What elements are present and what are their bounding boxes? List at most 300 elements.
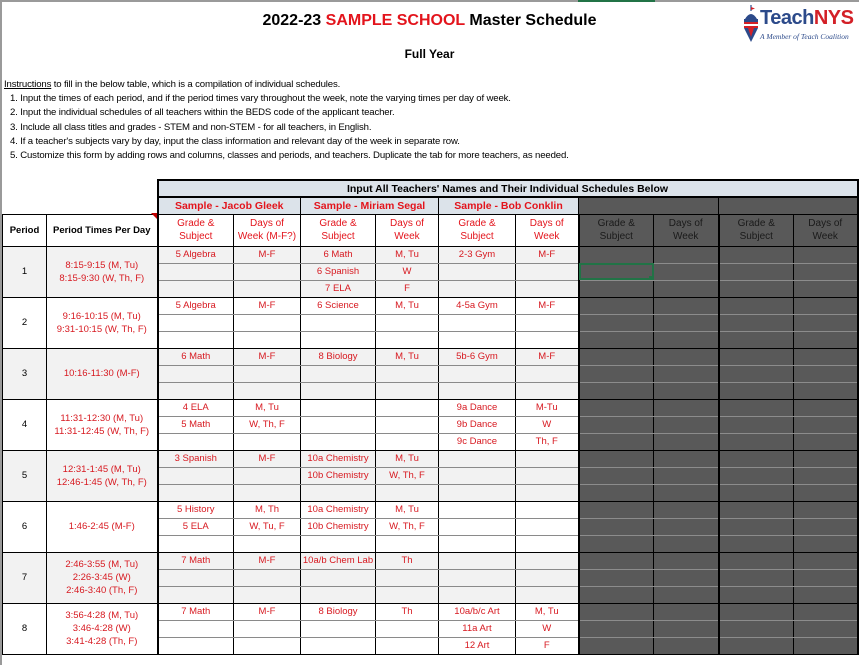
grade-subject-cell[interactable]: 6 Science: [301, 297, 376, 314]
grade-subject-cell[interactable]: [579, 501, 654, 518]
days-of-week-cell[interactable]: [234, 484, 301, 501]
days-of-week-cell[interactable]: Th: [376, 603, 439, 620]
days-of-week-cell[interactable]: W, Tu, F: [234, 518, 301, 535]
title-school-name: SAMPLE SCHOOL: [325, 12, 465, 29]
days-of-week-cell[interactable]: [234, 569, 301, 586]
grade-subject-cell[interactable]: [719, 501, 794, 518]
grade-subject-cell[interactable]: [301, 620, 376, 637]
days-of-week-cell[interactable]: [516, 535, 579, 552]
days-of-week-cell[interactable]: M-Tu: [516, 399, 579, 416]
grade-subject-cell[interactable]: 5 History: [158, 501, 234, 518]
days-of-week-cell[interactable]: [654, 450, 719, 467]
days-of-week-cell[interactable]: [376, 535, 439, 552]
days-of-week-cell[interactable]: [654, 518, 719, 535]
logo-teach: Teach: [760, 7, 814, 29]
grade-subject-cell[interactable]: [579, 297, 654, 314]
days-of-week-cell[interactable]: [654, 535, 719, 552]
days-of-week-cell[interactable]: [794, 535, 858, 552]
days-of-week-cell[interactable]: M, Tu: [376, 297, 439, 314]
period-number-cell[interactable]: 7: [3, 552, 47, 603]
days-of-week-cell[interactable]: [234, 365, 301, 382]
days-of-week-header: [654, 214, 719, 246]
teacher-name-cell[interactable]: Sample - Miriam Segal: [301, 197, 439, 214]
grade-subject-cell[interactable]: [301, 331, 376, 348]
period-times-cell[interactable]: [47, 297, 158, 348]
grade-subject-cell[interactable]: 5 Algebra: [158, 297, 234, 314]
period-times-cell[interactable]: [47, 348, 158, 399]
days-of-week-cell[interactable]: [516, 586, 579, 603]
days-of-week-cell[interactable]: [794, 603, 858, 620]
grade-subject-cell[interactable]: [719, 620, 794, 637]
days-of-week-cell[interactable]: [516, 518, 579, 535]
days-of-week-cell[interactable]: Th: [376, 552, 439, 569]
days-of-week-cell[interactable]: [234, 314, 301, 331]
grade-subject-cell[interactable]: [579, 331, 654, 348]
grade-subject-cell[interactable]: [439, 467, 516, 484]
grade-subject-cell[interactable]: [439, 586, 516, 603]
days-of-week-cell[interactable]: [794, 467, 858, 484]
days-of-week-cell[interactable]: [794, 263, 858, 280]
grade-subject-cell[interactable]: [719, 586, 794, 603]
days-of-week-cell[interactable]: [794, 348, 858, 365]
days-of-week-cell[interactable]: M, Tu: [516, 603, 579, 620]
grade-subject-cell[interactable]: [579, 365, 654, 382]
grade-subject-cell[interactable]: [439, 280, 516, 297]
grade-subject-cell[interactable]: [719, 518, 794, 535]
grade-subject-cell[interactable]: [579, 382, 654, 399]
days-of-week-cell[interactable]: [794, 620, 858, 637]
days-of-week-cell[interactable]: [654, 348, 719, 365]
comment-indicator-icon[interactable]: [151, 213, 157, 219]
selected-cell[interactable]: [579, 263, 654, 280]
grade-subject-cell[interactable]: [301, 433, 376, 450]
days-of-week-cell[interactable]: F: [516, 637, 579, 654]
grade-subject-cell[interactable]: [158, 433, 234, 450]
grade-subject-header: [719, 214, 794, 246]
days-of-week-cell[interactable]: M, Tu: [234, 399, 301, 416]
days-of-week-cell[interactable]: [234, 263, 301, 280]
days-of-week-cell[interactable]: M, Tu: [376, 246, 439, 263]
grade-subject-cell[interactable]: 5b-6 Gym: [439, 348, 516, 365]
grade-subject-cell[interactable]: [158, 280, 234, 297]
grade-subject-cell[interactable]: [158, 569, 234, 586]
days-of-week-cell[interactable]: [376, 637, 439, 654]
days-of-week-cell[interactable]: [654, 467, 719, 484]
days-of-week-cell[interactable]: [376, 416, 439, 433]
grade-subject-cell[interactable]: [579, 450, 654, 467]
header-text: Grade & Subject: [458, 218, 496, 242]
grade-subject-cell[interactable]: 2-3 Gym: [439, 246, 516, 263]
days-of-week-cell[interactable]: [654, 331, 719, 348]
days-of-week-cell[interactable]: [654, 246, 719, 263]
grade-subject-cell[interactable]: [439, 450, 516, 467]
page-subtitle: Full Year: [404, 47, 455, 61]
days-of-week-cell[interactable]: [234, 535, 301, 552]
grade-subject-cell[interactable]: [719, 246, 794, 263]
days-of-week-cell[interactable]: [234, 586, 301, 603]
days-of-week-cell[interactable]: [516, 382, 579, 399]
grade-subject-cell[interactable]: [579, 246, 654, 263]
days-of-week-cell[interactable]: [516, 314, 579, 331]
grade-subject-cell[interactable]: 6 Spanish: [301, 263, 376, 280]
days-of-week-cell[interactable]: [516, 552, 579, 569]
days-of-week-cell[interactable]: W: [516, 620, 579, 637]
grade-subject-cell[interactable]: 12 Art: [439, 637, 516, 654]
days-of-week-cell[interactable]: M, Tu: [376, 450, 439, 467]
grade-subject-cell[interactable]: [439, 484, 516, 501]
header-text: Days of Week (M-F?): [237, 218, 297, 242]
days-of-week-cell[interactable]: [654, 501, 719, 518]
days-of-week-cell[interactable]: [234, 433, 301, 450]
period-number-cell[interactable]: 2: [3, 297, 47, 348]
days-of-week-cell[interactable]: [516, 450, 579, 467]
days-of-week-cell[interactable]: [654, 280, 719, 297]
instructions-heading: [4, 78, 569, 92]
days-of-week-cell[interactable]: [654, 433, 719, 450]
grade-subject-cell[interactable]: 10a/b/c Art: [439, 603, 516, 620]
grade-subject-cell[interactable]: [719, 280, 794, 297]
days-of-week-cell[interactable]: [794, 382, 858, 399]
days-of-week-cell[interactable]: [654, 620, 719, 637]
period-times-column-header: Period Times Per Day: [47, 214, 158, 246]
days-of-week-cell[interactable]: M-F: [234, 297, 301, 314]
grade-subject-cell[interactable]: [579, 280, 654, 297]
grade-subject-cell[interactable]: 11a Art: [439, 620, 516, 637]
days-of-week-cell[interactable]: F: [376, 280, 439, 297]
grade-subject-cell[interactable]: 4-5a Gym: [439, 297, 516, 314]
days-of-week-cell[interactable]: [794, 365, 858, 382]
grade-subject-cell[interactable]: 10b Chemistry: [301, 518, 376, 535]
grade-subject-cell[interactable]: [719, 399, 794, 416]
period-number-cell[interactable]: 3: [3, 348, 47, 399]
grade-subject-cell[interactable]: 7 Math: [158, 552, 234, 569]
grade-subject-cell[interactable]: [719, 552, 794, 569]
grade-subject-cell[interactable]: [158, 535, 234, 552]
instruction-item: 3. Include all class titles and grades - STEM and non-STEM - for all teachers, in English.: [10, 121, 372, 133]
days-of-week-cell[interactable]: [654, 603, 719, 620]
days-of-week-cell[interactable]: [234, 331, 301, 348]
grade-subject-cell[interactable]: [158, 637, 234, 654]
grade-subject-cell[interactable]: 9a Dance: [439, 399, 516, 416]
days-of-week-cell[interactable]: M-F: [516, 297, 579, 314]
period-number-cell[interactable]: 1: [3, 246, 47, 297]
days-of-week-cell[interactable]: W: [516, 416, 579, 433]
grade-subject-cell[interactable]: 7 Math: [158, 603, 234, 620]
grade-subject-cell[interactable]: [579, 314, 654, 331]
period-time-line: 2:46-3:40 (Th, F): [66, 585, 138, 596]
grade-subject-cell[interactable]: [719, 467, 794, 484]
days-of-week-cell[interactable]: [794, 331, 858, 348]
period-times-cell[interactable]: [47, 450, 158, 501]
days-of-week-header: [794, 214, 858, 246]
grade-subject-cell[interactable]: [579, 518, 654, 535]
days-of-week-cell[interactable]: [654, 263, 719, 280]
schedule-row: [3, 450, 858, 467]
days-of-week-cell[interactable]: [794, 569, 858, 586]
days-of-week-cell[interactable]: [516, 467, 579, 484]
days-of-week-cell[interactable]: Th, F: [516, 433, 579, 450]
days-of-week-cell[interactable]: W, Th, F: [376, 518, 439, 535]
grade-subject-cell[interactable]: [579, 467, 654, 484]
grade-subject-cell[interactable]: 8 Biology: [301, 348, 376, 365]
days-of-week-cell[interactable]: [794, 637, 858, 654]
header-text: Days of Week: [390, 218, 424, 242]
days-of-week-cell[interactable]: W, Th, F: [234, 416, 301, 433]
grade-subject-cell[interactable]: [579, 416, 654, 433]
grade-subject-cell[interactable]: [301, 535, 376, 552]
grade-subject-cell[interactable]: 9c Dance: [439, 433, 516, 450]
grade-subject-cell[interactable]: 9b Dance: [439, 416, 516, 433]
grade-subject-cell[interactable]: [719, 348, 794, 365]
grade-subject-cell[interactable]: [158, 484, 234, 501]
period-times-cell[interactable]: [47, 501, 158, 552]
grade-subject-cell[interactable]: [719, 365, 794, 382]
schedule-row: [3, 552, 858, 569]
grade-subject-cell[interactable]: 10b Chemistry: [301, 467, 376, 484]
days-of-week-cell[interactable]: [654, 297, 719, 314]
grade-subject-cell[interactable]: [439, 331, 516, 348]
days-of-week-cell[interactable]: M-F: [234, 552, 301, 569]
days-of-week-cell[interactable]: [234, 382, 301, 399]
days-of-week-cell[interactable]: M-F: [234, 348, 301, 365]
days-of-week-cell[interactable]: [516, 484, 579, 501]
grade-subject-cell[interactable]: [301, 484, 376, 501]
grade-subject-cell[interactable]: [158, 467, 234, 484]
instruction-item: 5. Customize this form by adding rows and columns, classes and periods, and teachers. Duplicate the tab for more teachers, as needed.: [10, 150, 569, 162]
days-of-week-cell[interactable]: [654, 637, 719, 654]
instructions: [4, 78, 569, 163]
grade-subject-cell[interactable]: [579, 552, 654, 569]
grade-subject-cell[interactable]: [439, 501, 516, 518]
days-of-week-cell[interactable]: M, Tu: [376, 348, 439, 365]
grade-subject-cell[interactable]: [301, 586, 376, 603]
days-of-week-cell[interactable]: [376, 399, 439, 416]
grade-subject-header: [301, 214, 376, 246]
blank-corner: [3, 180, 158, 214]
days-of-week-cell[interactable]: [376, 620, 439, 637]
grade-subject-cell[interactable]: [158, 331, 234, 348]
grade-subject-cell[interactable]: [158, 365, 234, 382]
period-number-cell[interactable]: 5: [3, 450, 47, 501]
period-times-cell[interactable]: [47, 399, 158, 450]
period-number-cell[interactable]: 8: [3, 603, 47, 654]
days-of-week-cell[interactable]: [794, 416, 858, 433]
days-of-week-cell[interactable]: [654, 569, 719, 586]
grade-subject-cell[interactable]: [719, 569, 794, 586]
days-of-week-cell[interactable]: M-F: [234, 246, 301, 263]
days-of-week-cell[interactable]: [376, 331, 439, 348]
grade-subject-cell[interactable]: [439, 518, 516, 535]
title-year: 2022-23: [262, 12, 326, 29]
page-title: [0, 12, 859, 30]
days-of-week-cell[interactable]: [376, 382, 439, 399]
days-of-week-cell[interactable]: [654, 416, 719, 433]
grade-subject-cell[interactable]: 4 ELA: [158, 399, 234, 416]
period-number-cell[interactable]: 4: [3, 399, 47, 450]
grade-subject-cell[interactable]: [158, 263, 234, 280]
days-of-week-cell[interactable]: [794, 399, 858, 416]
teacher-name-cell[interactable]: [719, 197, 858, 214]
days-of-week-cell[interactable]: [794, 484, 858, 501]
days-of-week-cell[interactable]: [516, 569, 579, 586]
instruction-item: 1. Input the times of each period, and if the period times vary throughout the week, note the varying times per day of week.: [10, 93, 511, 105]
grade-subject-cell[interactable]: [579, 399, 654, 416]
days-of-week-cell[interactable]: [794, 450, 858, 467]
grade-subject-cell[interactable]: [158, 620, 234, 637]
grade-subject-cell[interactable]: 5 ELA: [158, 518, 234, 535]
grade-subject-cell[interactable]: [158, 586, 234, 603]
grade-subject-cell[interactable]: [579, 484, 654, 501]
grade-subject-cell[interactable]: [719, 637, 794, 654]
days-of-week-cell[interactable]: M-F: [234, 450, 301, 467]
grade-subject-cell[interactable]: 10a/b Chem Lab: [301, 552, 376, 569]
period-number-cell[interactable]: 6: [3, 501, 47, 552]
grade-subject-cell[interactable]: 10a Chemistry: [301, 450, 376, 467]
grade-subject-cell[interactable]: [439, 314, 516, 331]
days-of-week-cell[interactable]: [794, 552, 858, 569]
grade-subject-cell[interactable]: [579, 620, 654, 637]
grade-subject-cell[interactable]: 7 ELA: [301, 280, 376, 297]
days-of-week-cell[interactable]: [654, 382, 719, 399]
days-of-week-cell[interactable]: [234, 467, 301, 484]
days-of-week-cell[interactable]: [794, 501, 858, 518]
grade-subject-cell[interactable]: [719, 450, 794, 467]
grade-subject-cell[interactable]: [719, 416, 794, 433]
grade-subject-cell[interactable]: [579, 348, 654, 365]
days-of-week-cell[interactable]: [794, 280, 858, 297]
days-of-week-cell[interactable]: [516, 280, 579, 297]
grade-subject-cell[interactable]: [301, 314, 376, 331]
days-of-week-cell[interactable]: [794, 314, 858, 331]
days-of-week-cell[interactable]: [654, 365, 719, 382]
days-of-week-cell[interactable]: M-F: [516, 348, 579, 365]
instructions-lead-rest: to fill in the below table, which is a compilation of individual schedules.: [51, 79, 341, 90]
period-time-line: 2:46-3:55 (M, Tu): [65, 559, 139, 570]
days-of-week-cell[interactable]: [376, 569, 439, 586]
days-of-week-cell[interactable]: [234, 280, 301, 297]
period-times-cell[interactable]: [47, 246, 158, 297]
grade-subject-cell[interactable]: [579, 433, 654, 450]
grade-subject-cell[interactable]: [719, 314, 794, 331]
grade-subject-cell[interactable]: [719, 331, 794, 348]
period-time-line: 11:31-12:30 (M, Tu): [60, 412, 144, 424]
grade-subject-cell[interactable]: 5 Math: [158, 416, 234, 433]
header-text: Days of Week: [808, 218, 843, 242]
teacher-name-cell[interactable]: Sample - Bob Conklin: [439, 197, 579, 214]
days-of-week-cell[interactable]: [376, 433, 439, 450]
days-of-week-cell[interactable]: M, Tu: [376, 501, 439, 518]
grade-subject-cell[interactable]: [301, 382, 376, 399]
grade-subject-cell[interactable]: 5 Algebra: [158, 246, 234, 263]
days-of-week-cell[interactable]: [794, 246, 858, 263]
grade-subject-header: [579, 214, 654, 246]
days-of-week-cell[interactable]: [516, 365, 579, 382]
days-of-week-cell[interactable]: [376, 365, 439, 382]
days-of-week-cell[interactable]: [376, 484, 439, 501]
days-of-week-cell[interactable]: [234, 620, 301, 637]
grade-subject-cell[interactable]: 8 Biology: [301, 603, 376, 620]
grade-subject-cell[interactable]: [719, 433, 794, 450]
grade-subject-cell[interactable]: [301, 365, 376, 382]
grade-subject-cell[interactable]: 6 Math: [158, 348, 234, 365]
logo-tagline: A Member of Teach Coalition: [760, 32, 849, 41]
days-of-week-cell[interactable]: [794, 297, 858, 314]
period-time-line: 9:16-10:15 (M, Tu): [62, 310, 141, 322]
teacher-name-cell[interactable]: Sample - Jacob Gleek: [158, 197, 301, 214]
days-of-week-cell[interactable]: [654, 484, 719, 501]
days-of-week-cell[interactable]: W, Th, F: [376, 467, 439, 484]
grade-subject-cell[interactable]: [579, 535, 654, 552]
grade-subject-cell[interactable]: [579, 603, 654, 620]
grade-subject-cell[interactable]: [439, 569, 516, 586]
grade-subject-cell[interactable]: [719, 603, 794, 620]
grade-subject-cell[interactable]: [439, 365, 516, 382]
days-of-week-cell[interactable]: [516, 501, 579, 518]
days-of-week-cell[interactable]: [794, 433, 858, 450]
schedule-row: [3, 297, 858, 314]
schedule-row: [3, 246, 858, 263]
period-times-cell[interactable]: [47, 552, 158, 603]
fill-handle[interactable]: [649, 276, 654, 281]
grade-subject-cell[interactable]: [719, 297, 794, 314]
days-of-week-cell[interactable]: [654, 586, 719, 603]
instructions-lead: Instructions: [4, 79, 52, 90]
grade-subject-cell[interactable]: [719, 382, 794, 399]
days-of-week-cell[interactable]: M, Th: [234, 501, 301, 518]
grade-subject-cell[interactable]: 6 Math: [301, 246, 376, 263]
days-of-week-cell[interactable]: [516, 263, 579, 280]
days-of-week-cell[interactable]: M-F: [516, 246, 579, 263]
grade-subject-cell[interactable]: [301, 399, 376, 416]
days-of-week-cell[interactable]: M-F: [234, 603, 301, 620]
grade-subject-cell[interactable]: [719, 263, 794, 280]
grade-subject-cell[interactable]: [158, 382, 234, 399]
grade-subject-cell[interactable]: [579, 569, 654, 586]
capitol-dome-pen-icon: [742, 5, 760, 45]
grade-subject-cell[interactable]: [439, 552, 516, 569]
grade-subject-cell[interactable]: [301, 637, 376, 654]
days-of-week-cell[interactable]: [376, 314, 439, 331]
days-of-week-cell[interactable]: [654, 399, 719, 416]
grade-subject-cell[interactable]: 3 Spanish: [158, 450, 234, 467]
grade-subject-cell[interactable]: [719, 484, 794, 501]
teacher-name-cell[interactable]: [579, 197, 719, 214]
days-of-week-cell[interactable]: [654, 314, 719, 331]
grade-subject-cell[interactable]: [719, 535, 794, 552]
days-of-week-cell[interactable]: [234, 637, 301, 654]
days-of-week-cell[interactable]: [516, 331, 579, 348]
grade-subject-cell[interactable]: [301, 416, 376, 433]
grade-subject-cell[interactable]: [439, 535, 516, 552]
schedule-row: [3, 348, 858, 365]
grade-subject-cell[interactable]: [158, 314, 234, 331]
grade-subject-cell[interactable]: [301, 569, 376, 586]
days-of-week-cell[interactable]: [376, 586, 439, 603]
period-time-line: 2:26-3:45 (W): [72, 572, 131, 583]
grade-subject-cell[interactable]: [439, 263, 516, 280]
grade-subject-cell[interactable]: [579, 637, 654, 654]
grade-subject-cell[interactable]: [579, 586, 654, 603]
period-time-line: 9:31-10:15 (W, Th, F): [56, 323, 147, 335]
period-times-cell[interactable]: [47, 603, 158, 654]
instruction-item: 4. If a teacher's subjects vary by day, input the class information and relevant day of the week in separate row.: [10, 135, 460, 147]
days-of-week-cell[interactable]: [654, 552, 719, 569]
days-of-week-cell[interactable]: W: [376, 263, 439, 280]
grade-subject-cell[interactable]: [439, 382, 516, 399]
days-of-week-cell[interactable]: [794, 586, 858, 603]
grade-subject-cell[interactable]: 10a Chemistry: [301, 501, 376, 518]
days-of-week-cell[interactable]: [794, 518, 858, 535]
